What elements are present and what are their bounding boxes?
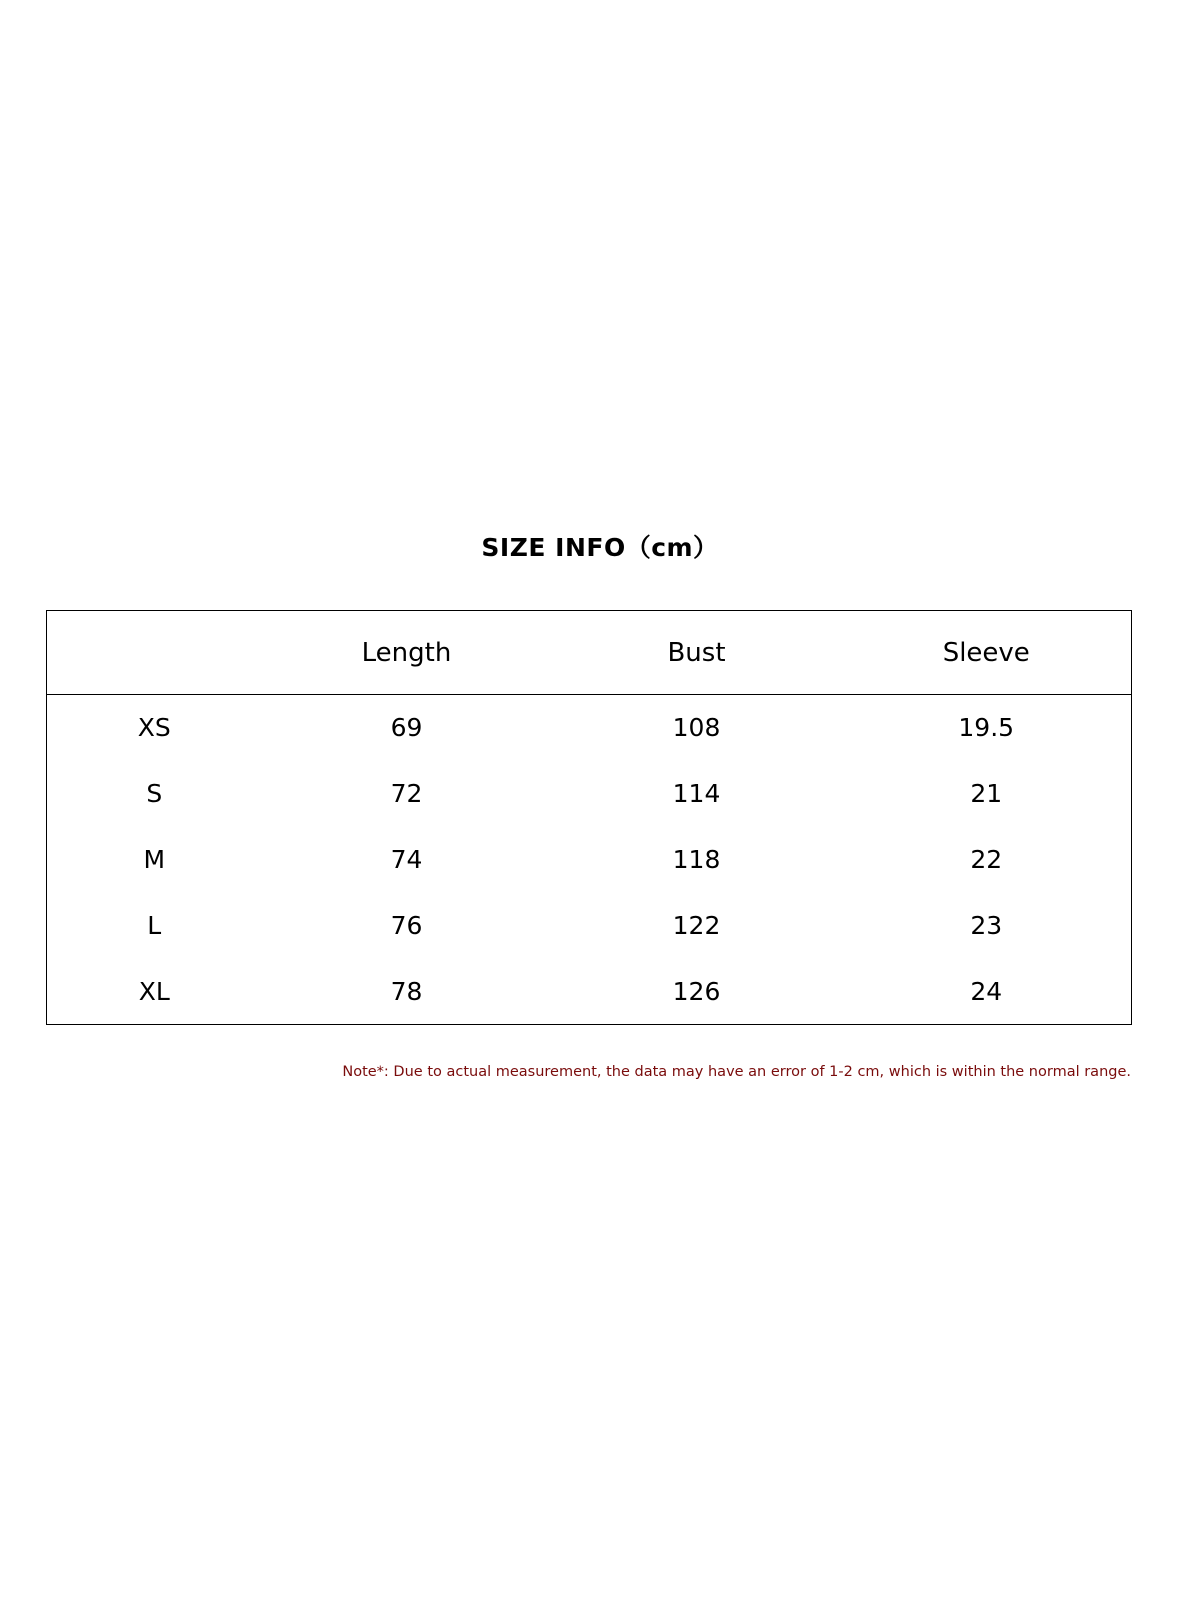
table-row	[47, 761, 1132, 827]
cell-length: 78	[390, 976, 423, 1006]
cell-sleeve: 21	[970, 779, 1003, 808]
table-row	[47, 959, 1132, 1025]
table-body	[47, 695, 1132, 1025]
column-header-sleeve: Sleeve	[842, 611, 1132, 695]
cell-bust: 118	[672, 845, 721, 874]
cell-length: 76	[390, 911, 423, 940]
cell-size: XL	[138, 976, 170, 1006]
cell-length: 69	[390, 713, 423, 743]
cell-size: M	[143, 845, 166, 874]
cell-size: XS	[137, 713, 171, 743]
cell-sleeve: 22	[970, 845, 1003, 874]
cell-bust: 114	[672, 779, 721, 808]
measurement-note: Note*: Due to actual measurement, the data may have an error of 1-2 cm, which is within the normal range.	[342, 1064, 1131, 1080]
column-header-bust: Bust	[552, 611, 842, 695]
cell-bust: 108	[672, 713, 721, 743]
cell-length: 72	[390, 779, 423, 808]
cell-sleeve: 23	[970, 911, 1003, 940]
cell-size: S	[146, 779, 163, 808]
cell-sleeve: 19.5	[958, 713, 1015, 743]
page-title: SIZE INFO（cm）	[481, 533, 719, 562]
table-row	[47, 827, 1132, 893]
table-header-row	[47, 611, 1132, 695]
column-header-size	[47, 611, 262, 695]
size-table-container	[46, 610, 1131, 1025]
cell-size: L	[147, 911, 162, 940]
cell-length: 74	[390, 845, 423, 874]
cell-bust: 126	[672, 976, 721, 1006]
cell-sleeve: 24	[970, 976, 1003, 1006]
cell-bust: 122	[672, 911, 721, 940]
table-row	[47, 893, 1132, 959]
column-header-length: Length	[262, 611, 552, 695]
table-row	[47, 695, 1132, 761]
size-info-table	[46, 610, 1132, 1025]
table-header	[47, 611, 1132, 695]
